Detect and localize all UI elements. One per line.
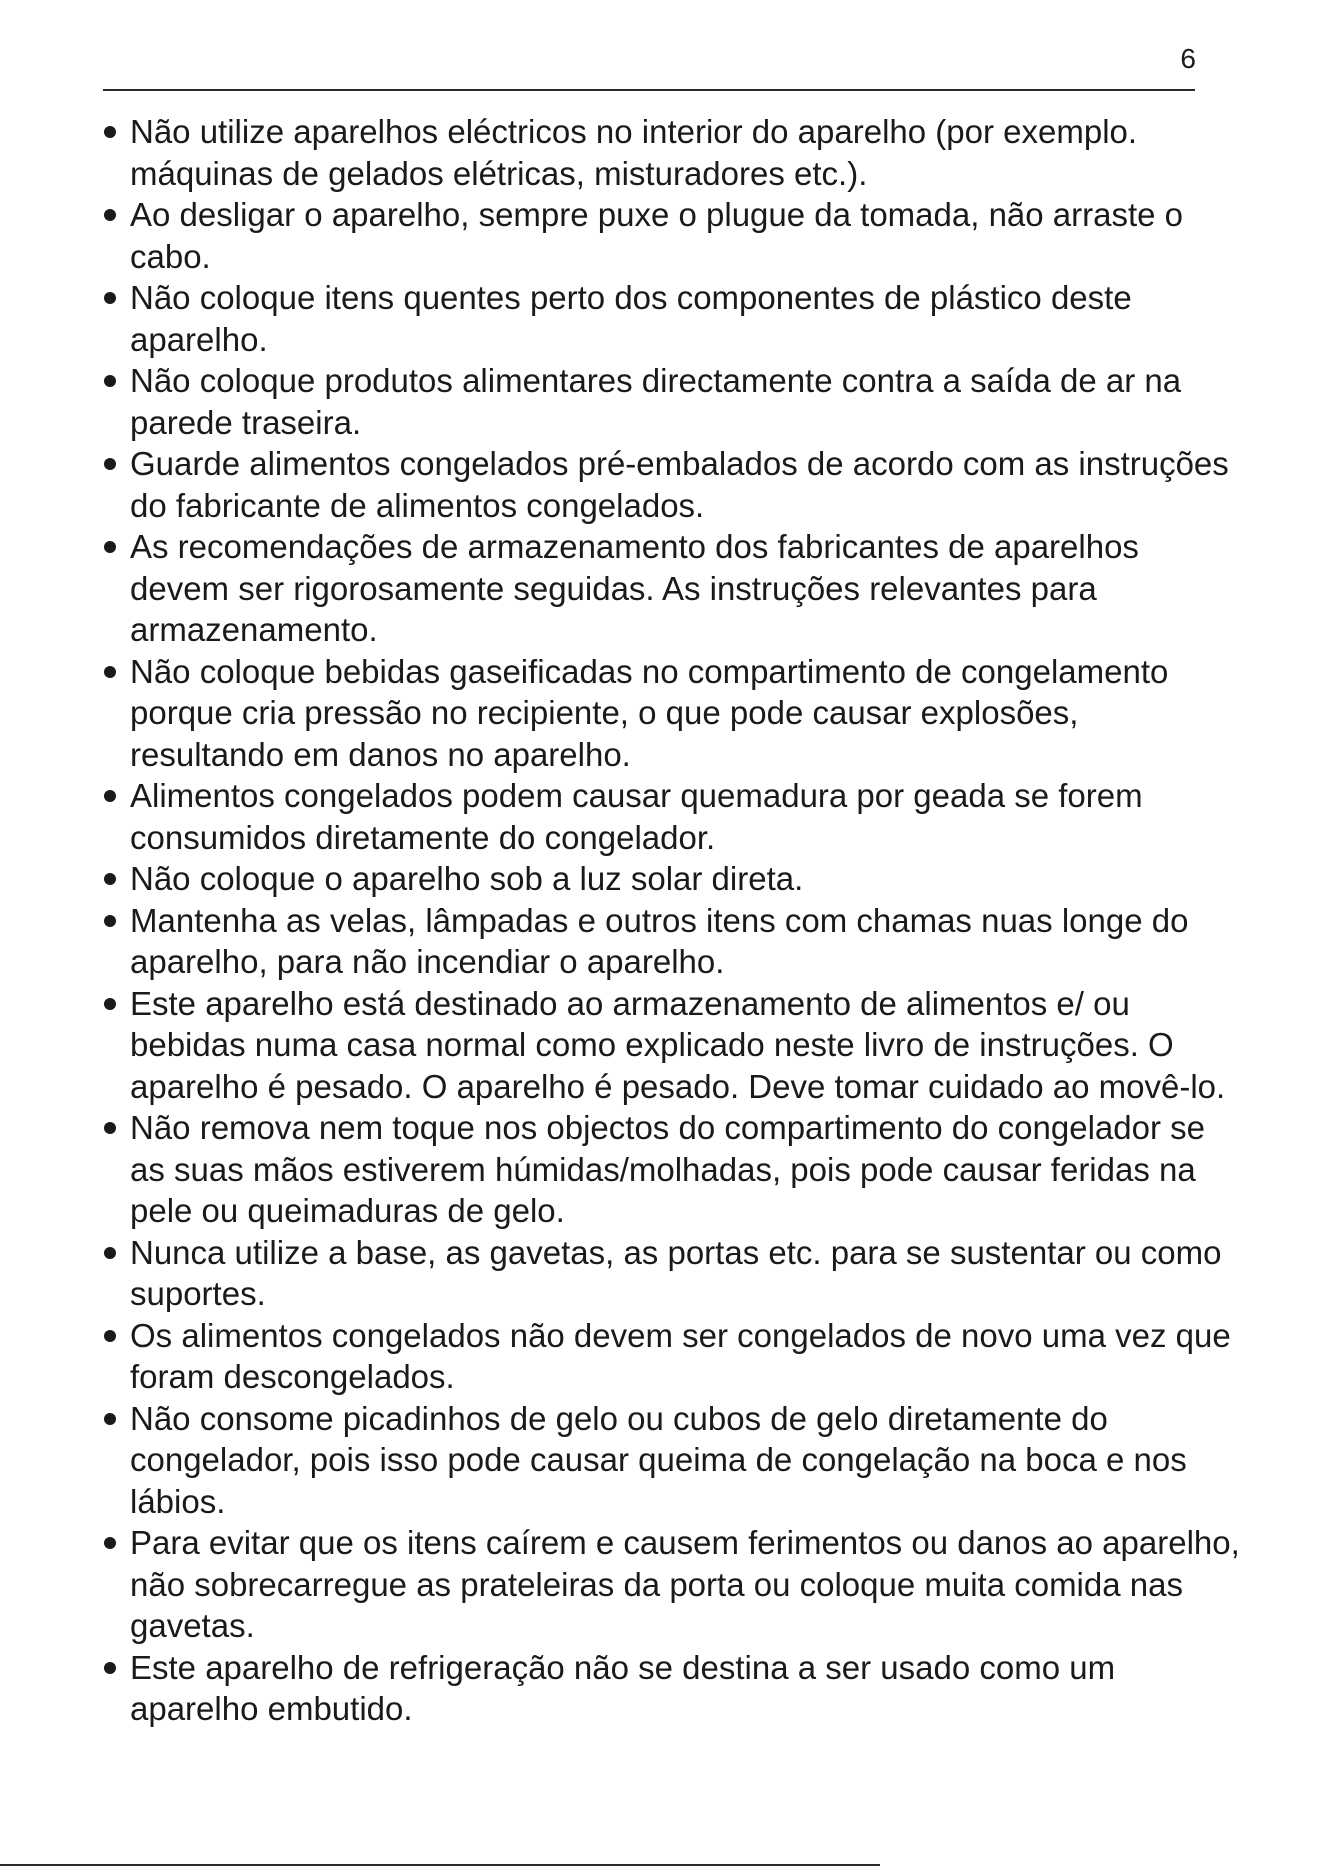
list-item bbox=[100, 1107, 1240, 1232]
bullet-icon bbox=[104, 1662, 116, 1674]
list-item bbox=[100, 983, 1240, 1108]
list-item-text: Não consome picadinhos de gelo ou cubos de gelo diretamente do congelador, pois isso pode causar queima de congelação na boca e nos lábios. bbox=[130, 1399, 1187, 1520]
bullet-icon bbox=[104, 1122, 116, 1134]
list-item bbox=[100, 1647, 1240, 1730]
list-item bbox=[100, 360, 1240, 443]
list-item-text: Não coloque bebidas gaseificadas no compartimento de congelamento porque cria pressão no recipiente, o que pode causar explosões, resultando em danos no aparelho. bbox=[130, 652, 1169, 773]
list-item-text: Ao desligar o aparelho, sempre puxe o plugue da tomada, não arraste o cabo. bbox=[130, 196, 1184, 275]
list-item-text: As recomendações de armazenamento dos fabricantes de aparelhos devem ser rigorosamente seguidas. As instruções relevantes para armazenamento. bbox=[130, 528, 1139, 648]
list-item-text: Não coloque o aparelho sob a luz solar direta. bbox=[130, 860, 804, 897]
bullet-icon bbox=[104, 1247, 116, 1259]
safety-instructions-list bbox=[100, 111, 1240, 1730]
bullet-icon bbox=[104, 1537, 116, 1549]
bullet-icon bbox=[104, 1330, 116, 1342]
list-item bbox=[100, 1315, 1240, 1398]
list-item bbox=[100, 526, 1240, 651]
list-item-text: Este aparelho está destinado ao armazenamento de alimentos e/ ou bebidas numa casa normal como explicado neste livro de instruções. O aparelho é pesado. O aparelho é pesado. Deve tomar cuidado ao movê-lo. bbox=[130, 984, 1226, 1105]
footer-divider bbox=[0, 1864, 880, 1866]
page-number: 6 bbox=[1180, 43, 1196, 74]
list-item-text: Mantenha as velas, lâmpadas e outros itens com chamas nuas longe do aparelho, para não incendiar o aparelho. bbox=[130, 901, 1189, 980]
bullet-icon bbox=[104, 790, 116, 802]
list-item bbox=[100, 1398, 1240, 1523]
list-item bbox=[100, 651, 1240, 776]
list-item bbox=[100, 277, 1240, 360]
bullet-icon bbox=[104, 1413, 116, 1425]
list-item-text: Para evitar que os itens caírem e causem ferimentos ou danos ao aparelho, não sobrecarregue as prateleiras da porta ou coloque muita comida nas gavetas. bbox=[130, 1524, 1240, 1644]
list-item bbox=[100, 443, 1240, 526]
bullet-icon bbox=[104, 541, 116, 553]
list-item bbox=[100, 858, 1240, 900]
bullet-icon bbox=[104, 915, 116, 927]
list-item-text: Alimentos congelados podem causar quemadura por geada se forem consumidos diretamente do congelador. bbox=[130, 777, 1143, 856]
list-item bbox=[100, 1522, 1240, 1647]
list-item bbox=[100, 775, 1240, 858]
list-item-text: Não coloque produtos alimentares directamente contra a saída de ar na parede traseira. bbox=[130, 362, 1182, 441]
bullet-icon bbox=[104, 458, 116, 470]
header-divider bbox=[103, 89, 1195, 91]
bullet-icon bbox=[104, 209, 116, 221]
list-item-text: Guarde alimentos congelados pré-embalados de acordo com as instruções do fabricante de alimentos congelados. bbox=[130, 445, 1229, 524]
bullet-icon bbox=[104, 126, 116, 138]
list-item bbox=[100, 194, 1240, 277]
list-item-text: Os alimentos congelados não devem ser congelados de novo uma vez que foram descongelados. bbox=[130, 1316, 1231, 1395]
list-item-text: Não utilize aparelhos eléctricos no interior do aparelho (por exemplo. máquinas de gelados elétricas, misturadores etc.). bbox=[130, 113, 1138, 192]
bullet-icon bbox=[104, 375, 116, 387]
bullet-icon bbox=[104, 666, 116, 678]
bullet-icon bbox=[104, 292, 116, 304]
bullet-icon bbox=[104, 998, 116, 1010]
list-item-text: Não coloque itens quentes perto dos componentes de plástico deste aparelho. bbox=[130, 279, 1132, 358]
bullet-icon bbox=[104, 873, 116, 885]
list-item-text: Nunca utilize a base, as gavetas, as portas etc. para se sustentar ou como suportes. bbox=[130, 1233, 1222, 1312]
list-item bbox=[100, 1232, 1240, 1315]
list-item bbox=[100, 111, 1240, 194]
list-item-text: Não remova nem toque nos objectos do compartimento do congelador se as suas mãos estiverem húmidas/molhadas, pois pode causar feridas na pele ou queimaduras de gelo. bbox=[130, 1109, 1205, 1229]
list-item bbox=[100, 900, 1240, 983]
list-item-text: Este aparelho de refrigeração não se destina a ser usado como um aparelho embutido. bbox=[130, 1648, 1116, 1727]
